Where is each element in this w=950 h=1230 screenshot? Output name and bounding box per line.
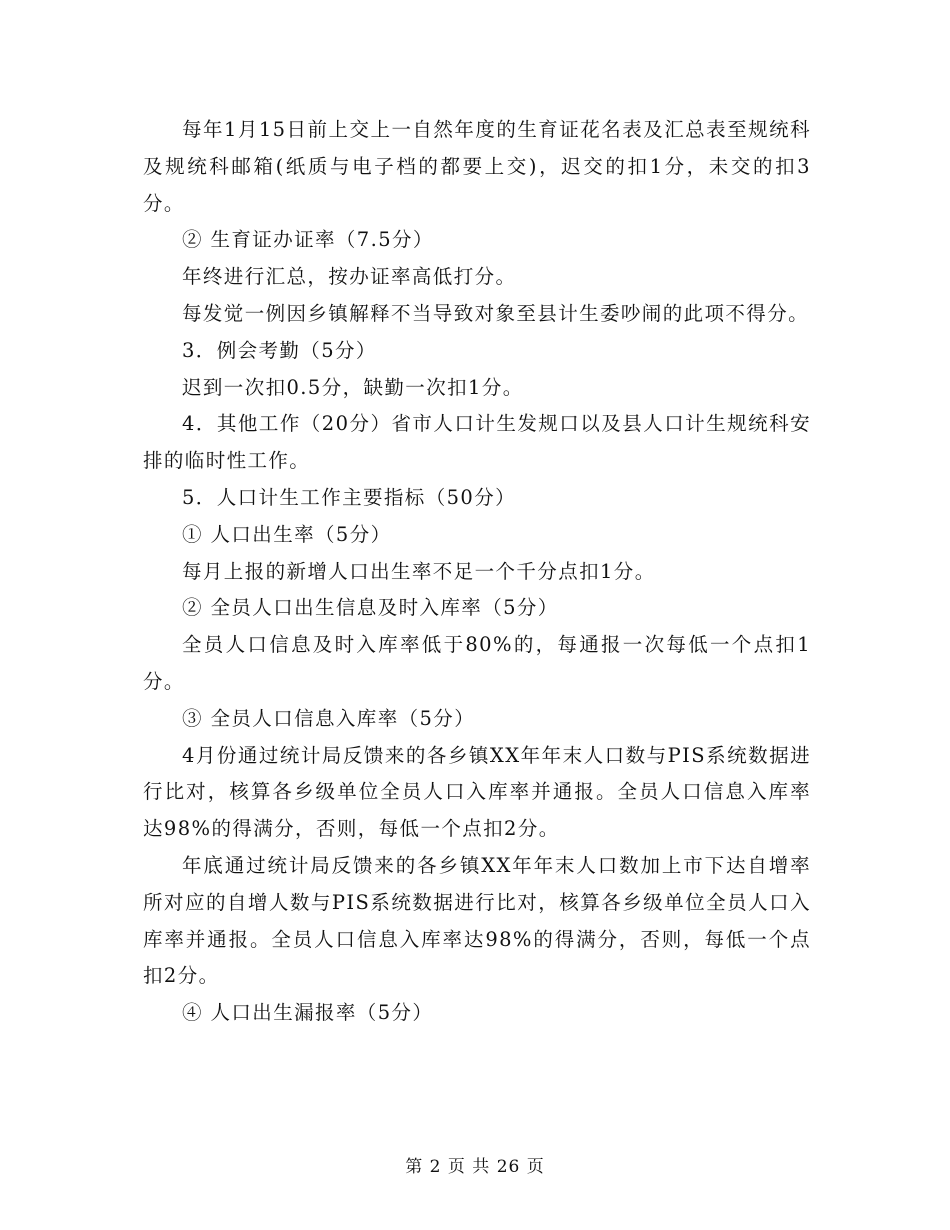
- heading-entry-rate: ③ 全员人口信息入库率（5分）: [182, 706, 476, 730]
- paragraph-attendance-penalty: 迟到一次扣0.5分，缺勤一次扣1分。: [182, 375, 524, 399]
- paragraph-submission-deadline: 每年1月15日前上交上一自然年度的生育证花名表及汇总表至规统科及规统科邮箱(纸质与电子档的都要上交)，迟交的扣1分，未交的扣3分。: [143, 118, 811, 215]
- paragraph-other-work: 4．其他工作（20分）省市人口计生发规口以及县人口计生规统科安排的临时性工作。: [143, 412, 811, 473]
- page-number: 第 2 页 共 26 页: [405, 1157, 545, 1177]
- paragraph-birth-rate-rule: 每月上报的新增人口出生率不足一个千分点扣1分。: [182, 559, 656, 583]
- paragraph-april-comparison: 4月份通过统计局反馈来的各乡镇XX年年末人口数与PIS系统数据进行比对，核算各乡级单位全员人口入库率并通报。全员人口信息入库率达98%的得满分，否则，每低一个点扣2分。: [143, 743, 811, 841]
- heading-birth-rate: ① 人口出生率（5分）: [182, 522, 392, 546]
- heading-timely-entry-rate: ② 全员人口出生信息及时入库率（5分）: [182, 596, 559, 620]
- document-body: [143, 112, 811, 1032]
- heading-underreport-rate: ④ 人口出生漏报率（5分）: [182, 1001, 434, 1025]
- page-footer: [0, 1152, 950, 1177]
- paragraph-year-end-comparison: 年底通过统计局反馈来的各乡镇XX年年末人口数加上市下达自增率所对应的自增人数与PIS系统数据进行比对，核算各乡级单位全员人口入库率并通报。全员人口信息入库率达98%的得满分，否则，每低一个点扣2分。: [143, 853, 811, 988]
- paragraph-dispute-penalty: 每发觉一例因乡镇解释不当导致对象至县计生委吵闹的此项不得分。: [182, 301, 810, 325]
- heading-meeting-attendance: 3．例会考勤（5分）: [182, 338, 377, 362]
- paragraph-timely-entry-rule: 全员人口信息及时入库率低于80%的，每通报一次每低一个点扣1分。: [143, 633, 811, 693]
- heading-birth-permit-rate: ② 生育证办证率（7.5分）: [182, 228, 434, 252]
- heading-main-indicators: 5．人口计生工作主要指标（50分）: [182, 485, 517, 509]
- paragraph-year-end-summary: 年终进行汇总，按办证率高低打分。: [182, 265, 517, 289]
